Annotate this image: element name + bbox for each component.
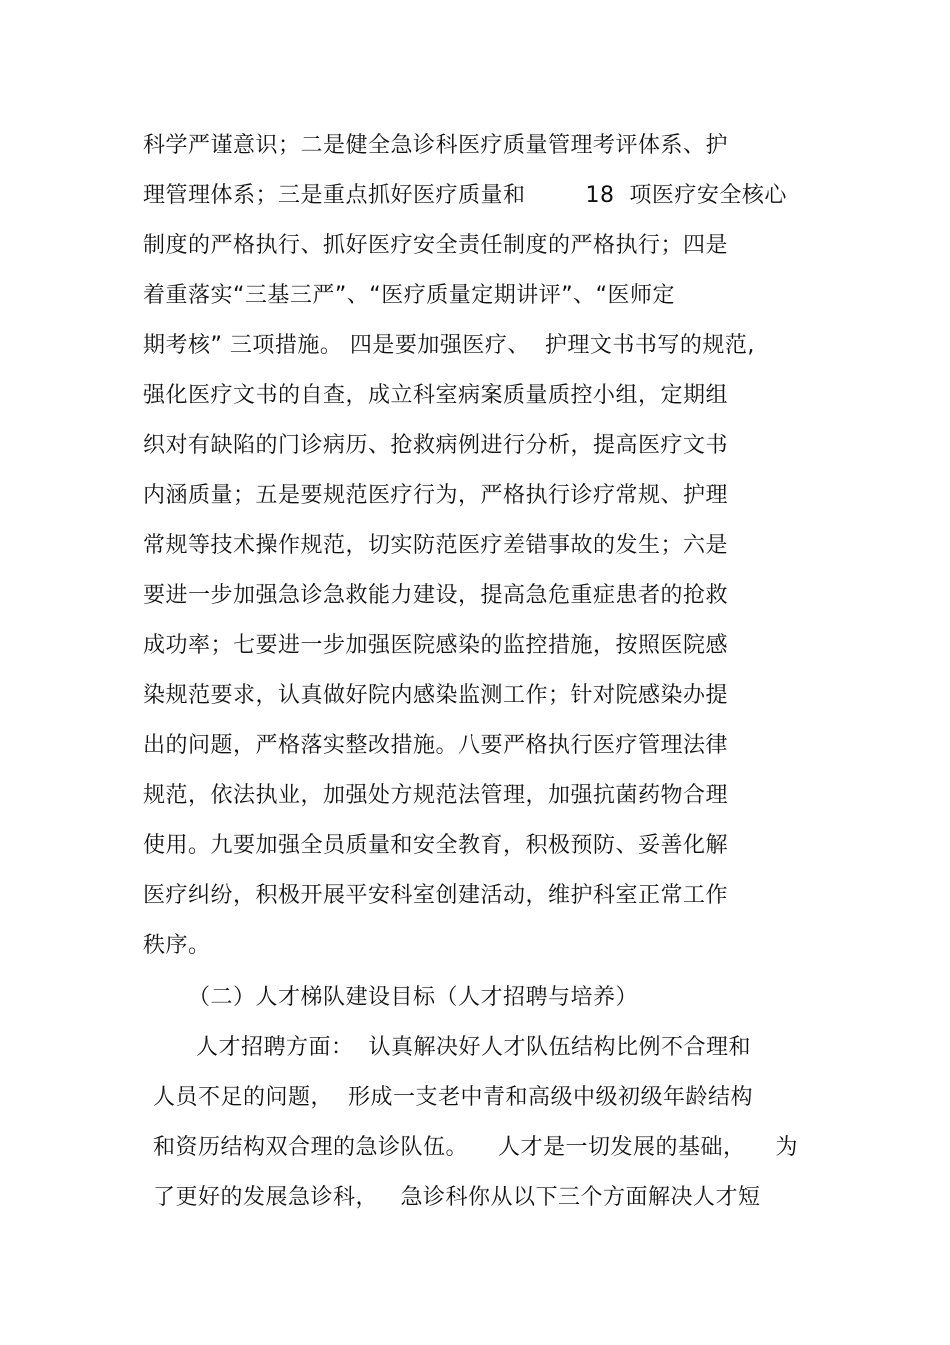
text-line-11: 成功率；七要进一步加强医院感染的监控措施，按照医院感 [143, 633, 729, 658]
text-line-21: 和资历结构双合理的急诊队伍。 人才是一切发展的基础， 为 [153, 1135, 798, 1160]
text-line-5: 期考核” 三项措施。 四是要加强医疗、 护理文书书写的规范, [143, 333, 755, 358]
text-line-20: 人员不足的问题， 形成一支老中青和高级中级初级年龄结构 [153, 1085, 753, 1110]
text-line-12: 染规范要求，认真做好院内感染监测工作；针对院感染办提 [143, 683, 729, 708]
text-line-9: 常规等技术操作规范，切实防范医疗差错事故的发生；六是 [143, 533, 729, 558]
text-line-16: 医疗纠纷，积极开展平安科室创建活动，维护科室正常工作 [143, 883, 729, 908]
text-line-22: 了更好的发展急诊科， 急诊科你从以下三个方面解决人才短 [153, 1185, 761, 1210]
text-line-14: 规范，依法执业，加强处方规范法管理，加强抗菌药物合理 [143, 783, 729, 808]
text-line-6: 强化医疗文书的自查，成立科室病案质量质控小组，定期组 [143, 383, 729, 408]
text-line-1: 科学严谨意识；二是健全急诊科医疗质量管理考评体系、护 [143, 133, 729, 158]
text-line-15: 使用。九要加强全员质量和安全教育，积极预防、妥善化解 [143, 833, 729, 858]
text-line-10: 要进一步加强急诊急救能力建设，提高急危重症患者的抢救 [143, 583, 729, 608]
text-line-13: 出的问题，严格落实整改措施。八要严格执行医疗管理法律 [143, 733, 729, 758]
text-line-4: 着重落实“三基三严”、“医疗质量定期讲评”、“医师定 [143, 283, 675, 308]
text-line-19: 人才招聘方面： 认真解决好人才队伍结构比例不合理和 [196, 1035, 751, 1060]
text-line-17: 秩序。 [143, 933, 211, 958]
text-line-7: 织对有缺陷的门诊病历、抢救病例进行分析，提高医疗文书 [143, 433, 729, 458]
section-heading: （二）人才梯队建设目标（人才招聘与培养） [188, 985, 639, 1010]
text-line-2: 理管理体系；三是重点抓好医疗质量和 18 项医疗安全核心 [143, 183, 787, 208]
text-line-3: 制度的严格执行、抓好医疗安全责任制度的严格执行；四是 [143, 233, 729, 258]
text-line-8: 内涵质量；五是要规范医疗行为，严格执行诊疗常规、护理 [143, 483, 729, 508]
